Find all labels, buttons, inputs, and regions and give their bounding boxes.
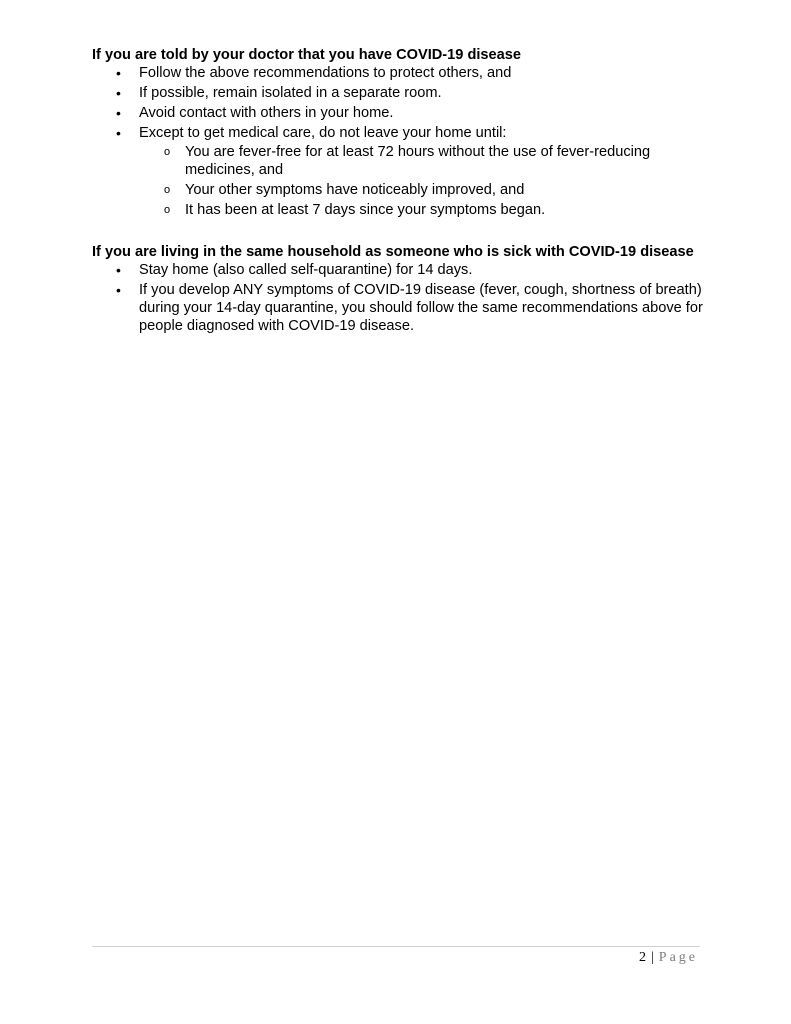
sub-list-item — [139, 201, 704, 219]
bullet-list — [92, 64, 704, 219]
footer-separator: | — [650, 950, 654, 965]
bullet-marker: • — [116, 282, 121, 298]
page-number: 2 — [638, 950, 646, 965]
page-footer — [639, 950, 698, 966]
circle-bullet-icon: o — [164, 146, 171, 158]
list-item-text: If possible, remain isolated in a separate room. — [139, 85, 442, 101]
sub-list-item — [139, 181, 704, 199]
bullet-marker: • — [116, 85, 121, 101]
list-item-text: Avoid contact with others in your home. — [139, 105, 394, 121]
list-item-text: If you develop ANY symptoms of COVID-19 disease (fever, cough, shortness of breath) during your 14-day quarantine, you should follow the same recommendations above for people diagnosed with COVID-19 disease. — [139, 282, 703, 334]
circle-bullet-icon: o — [164, 204, 171, 216]
list-item-text: Stay home (also called self-quarantine) for 14 days. — [139, 262, 473, 278]
section-household-contact — [92, 243, 704, 337]
list-item — [92, 64, 704, 82]
bullet-marker: • — [116, 105, 121, 121]
list-item-text: Follow the above recommendations to protect others, and — [139, 65, 512, 81]
bullet-marker: • — [116, 125, 121, 141]
bullet-marker: • — [116, 65, 121, 81]
section-doctor-diagnosis — [92, 46, 704, 221]
list-item-text: Except to get medical care, do not leave your home until: — [139, 125, 507, 141]
footer-divider — [92, 946, 700, 947]
list-item — [92, 261, 704, 279]
sub-list-item — [139, 143, 704, 179]
list-item — [92, 281, 704, 335]
list-item — [92, 104, 704, 122]
list-item — [92, 124, 704, 219]
circle-bullet-icon: o — [164, 184, 171, 196]
list-item — [92, 84, 704, 102]
sub-bullet-list — [139, 143, 704, 219]
page-label: Page — [658, 950, 698, 965]
sub-list-item-text: It has been at least 7 days since your symptoms began. — [185, 202, 546, 218]
section-heading: If you are told by your doctor that you have COVID-19 disease — [92, 47, 521, 63]
sub-list-item-text: You are fever-free for at least 72 hours without the use of fever-reducing medicines, and — [185, 144, 651, 178]
bullet-list — [92, 261, 704, 335]
sub-list-item-text: Your other symptoms have noticeably improved, and — [185, 182, 525, 198]
bullet-marker: • — [116, 262, 121, 278]
section-heading: If you are living in the same household as someone who is sick with COVID-19 disease — [92, 244, 694, 260]
